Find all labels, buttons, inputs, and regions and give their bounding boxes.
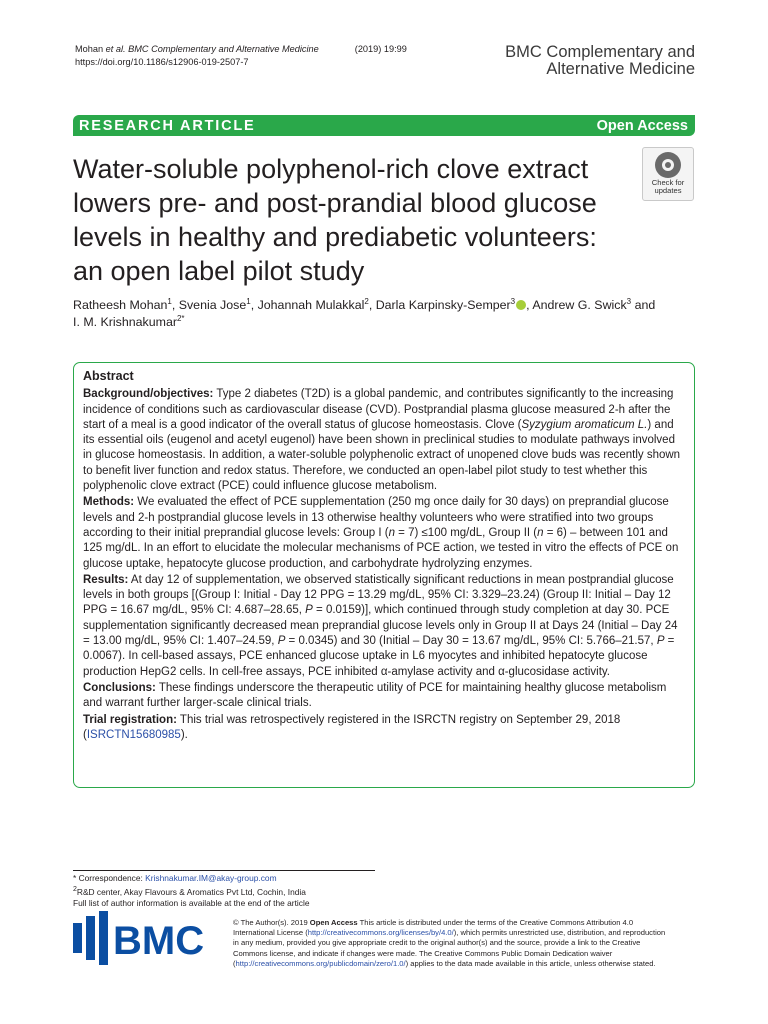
abstract-methods: [83, 495, 685, 571]
orcid-icon[interactable]: [516, 300, 526, 310]
trial-text-1: This trial was retrospectively registered in the ISRCTN registry on September 29, 2018 (: [83, 713, 621, 741]
author-list: Ratheesh Mohan$^1$, Svenia Jose$^1$, Johannah Mulakkal$^2$, Darla Karpinsky-Semper$^3$ , Andrew G. Swick$^3$ and I. M. Krishnakumar$^{2*}$: [73, 296, 656, 329]
correspondence-email[interactable]: Krishnakumar.IM@akay-group.com: [145, 873, 277, 883]
bmc-logo-bar-1: [73, 923, 82, 953]
license-text-2: This article is distributed under the terms of the Creative Commons Attribution 4.0 International License (: [233, 918, 634, 938]
background-label: Background/objectives:: [83, 388, 214, 401]
results-text-1: At day 12 of supplementation, we observed statistically significant reductions in mean postprandial glucose levels in both groups [(Group I: Initial - Day 12 PPG = 13.29 mg/dL, 95% CI: 3.329–23.24) (Group II: Initial – Day 12 PPG = 16.67 mg/dL, 95% CI: 4.687–28.65,: [83, 573, 674, 617]
author-name[interactable]: I. M. Krishnakumar: [73, 315, 177, 329]
affiliation-sup: 2: [73, 886, 77, 894]
background-text-1: Type 2 diabetes (T2D) is a global pandemic, and contributes significantly to the increasing incidence of conditions such as cardiovascular disease (CVD). Postprandial plasma glucose measured 2-h after the start of a meal is a good indicator of the overall status of glucose homeostasis. Clove (: [83, 388, 674, 431]
results-text-4: = 0.0067). In cell-based assays, PCE enhanced glucose uptake in L6 myocytes and inhibited hepatocyte glucose production HepG2 cells. In cell-free assays, PCE inhibited α-amylase activity and α-glucosidase activity.: [83, 635, 675, 678]
bmc-logo-bar-3: [99, 911, 108, 965]
author-affil: 1: [246, 296, 251, 306]
abstract-background: [83, 387, 685, 494]
correspondence: [73, 873, 310, 884]
license-link-zero[interactable]: http://creativecommons.org/publicdomain/zero/1.0/: [235, 958, 406, 968]
methods-n1: n: [388, 526, 395, 539]
abstract-heading: Abstract: [83, 369, 134, 383]
citation-journal: et al. BMC Complementary and Alternative Medicine: [105, 44, 319, 54]
author-name[interactable]: Darla Karpinsky-Semper: [375, 298, 511, 312]
methods-label: Methods:: [83, 496, 135, 509]
species-name: Syzygium aromaticum L.: [521, 418, 648, 431]
abstract-box: [73, 362, 695, 788]
methods-text-2: = 7) ≤100 mg/dL, Group II (: [394, 526, 538, 539]
author-affil: 2: [364, 296, 369, 306]
check-for-updates-line2: updates: [654, 186, 682, 195]
affiliation: [73, 884, 310, 898]
license-open-access: Open Access: [309, 918, 358, 927]
methods-text-3: = 6) – between 101 and 125 mg/dL. In an effort to elucidate the molecular mechanisms of PCE action, we tested in vitro the effects of PCE on glucose uptake, hepatocyte glucose production, and carbohydrate hydrolyzing enzymes.: [83, 526, 679, 570]
journal-name-line2: Alternative Medicine: [546, 60, 695, 78]
bmc-logo-text: BMC: [113, 919, 205, 963]
results-p2: P: [277, 635, 286, 648]
author-and: and: [634, 298, 656, 312]
author-affil: 3: [626, 296, 632, 306]
results-text-2: = 0.0159)], which continued through study completion at day 30. PCE supplementation significantly decreased mean preprandial glucose levels only in Group II at Days 24 (Initial – Day 24 = 13.00 mg/dL, 95% CI: 1.407–24.59,: [83, 604, 678, 648]
crossmark-icon: [655, 152, 681, 178]
abstract-trial: [83, 713, 685, 744]
methods-text-1: We evaluated the effect of PCE supplementation (250 mg once daily for 30 days) on preprandial glucose levels and 2-h postprandial glucose levels in 13 otherwise healthy volunteers who were stratified into two groups according to their initial preprandial glucose levels: Group I (: [83, 496, 669, 539]
abstract-conclusions: [83, 681, 685, 712]
article-title: Water-soluble polyphenol-rich clove extract lowers pre- and post-prandial blood glucose levels in healthy and prediabetic volunteers: an open label pilot study: [73, 154, 597, 286]
results-p1: P: [305, 604, 313, 617]
running-header: [75, 43, 407, 69]
conclusions-text: These findings underscore the therapeutic utility of PCE for maintaining healthy glucose metabolism and warrant further larger-scale clinical trials.: [83, 681, 667, 710]
results-text-3: = 0.0345) and 30 (Initial – Day 30 = 13.67 mg/dL, 95% CI: 5.766–21.57,: [285, 635, 657, 648]
abstract-results: [83, 573, 685, 680]
trial-registry-link[interactable]: ISRCTN15680985: [86, 728, 181, 741]
journal-name-line1: BMC Complementary and: [505, 43, 695, 61]
author-name[interactable]: Andrew G. Swick: [532, 298, 627, 312]
article-type-banner: [73, 115, 695, 136]
trial-label: Trial registration:: [83, 713, 177, 726]
license-statement: [233, 918, 673, 969]
license-text-3: ), which permits unrestricted use, distribution, and reproduction in any medium, provided you give appropriate credit to the original author(s) and the source, provide a link to the Creative Commons license, and indicate if changes were made. The Creative Commons Public Domain Dedication waiver (: [233, 928, 666, 968]
citation-year: (2019) 19:99: [354, 44, 407, 54]
license-text-1: © The Author(s). 2019: [233, 918, 310, 927]
trial-text-2: ).: [180, 728, 188, 741]
author-affil: 1: [167, 296, 172, 306]
footnotes: [73, 873, 310, 909]
author-name[interactable]: Ratheesh Mohan: [73, 298, 168, 312]
author-affil: 3: [510, 296, 516, 306]
correspondence-label: * Correspondence:: [73, 873, 146, 883]
footnote-divider: [73, 870, 375, 871]
article-type: RESEARCH ARTICLE: [79, 117, 256, 134]
doi-link[interactable]: https://doi.org/10.1186/s12906-019-2507-7: [75, 57, 249, 67]
license-text-4: ) applies to the data made available in this article, unless otherwise stated.: [405, 958, 656, 968]
results-p3: P: [656, 635, 665, 648]
license-link-by[interactable]: http://creativecommons.org/licenses/by/4.0/: [307, 928, 454, 938]
results-label: Results:: [83, 573, 129, 586]
check-for-updates-badge[interactable]: [642, 147, 694, 201]
background-text-2: ) and its essential oils (eugenol and acetyl eugenol) have been shown in preclinical studies to modulate pathways involved in glucose homeostasis. In addition, a water-soluble polyphenolic extract of unopened clove buds was recently shown to benefit liver function and redox status. Therefore, we conducted an open-label pilot study to test whether this polyphenolic clove extract (PCE) could influence glucose metabolism.: [83, 418, 681, 493]
open-access-label: Open Access: [596, 117, 688, 134]
journal-name: [505, 44, 695, 78]
citation-author: Mohan: [75, 44, 104, 54]
affiliation-text: R&D center, Akay Flavours & Aromatics Pvt Ltd, Cochin, India: [76, 887, 306, 897]
methods-n2: n: [537, 526, 544, 539]
author-name[interactable]: Johannah Mulakkal: [257, 298, 365, 312]
check-for-updates-line1: Check for: [651, 178, 685, 187]
author-info-note: Full list of author information is available at the end of the article: [73, 898, 310, 909]
bmc-logo: [73, 911, 219, 967]
author-affil: 2*: [176, 313, 185, 323]
bmc-logo-bar-2: [86, 916, 95, 960]
author-name[interactable]: Svenia Jose: [178, 298, 247, 312]
conclusions-label: Conclusions:: [83, 681, 156, 694]
